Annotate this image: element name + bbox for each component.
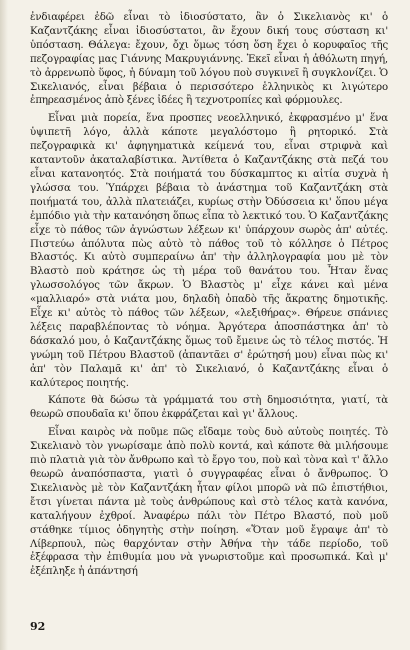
page-number: 92 xyxy=(30,620,46,633)
body-text xyxy=(30,11,388,579)
paragraph-2: Εἶναι μιὰ πορεία, ἕνα προσπες νεοελληνικό, ἐκφρασμένο μ' ἕνα ὑψιπετῆ λόγο, ἀλλὰ κάποτε μεγαλόστομο ἢ ρητορικό. Στὰ πεζογραφικὰ κι' ἀφηγηματικὰ κείμενά του, εἶναι στριφνὰ καὶ καταντοῦν ἀκαταλαβίστικα. Ἀντίθετα ὁ Καζαντζάκης στὰ πεζά του εἶναι κατανοητός. Στὰ ποιήματά του δύσκαμπτος κι αἰτία συχνὰ ἡ γλώσσα του. Ὑπάρχει βέβαια τὸ ἀνάστημα τοῦ Καζαντζάκη στὰ ποιήματά του, ἀλλὰ πλατειάζει, κυρίως στὴν Ὀδύσσεια κι' ὅπου μέγα ἐμπόδιο γιὰ τὴν κατανόηση ὅπως εἶπα τὸ λεκτικό του. Ὁ Καζαντζάκης εἶχε τὸ πάθος τῶν ἀγνώστων λέξεων κι' ὑπάρχουν σωρὸς ἀπ' αὐτές. Πιστεύω ἀπόλυτα πὼς αὐτὸ τὸ πάθος τοῦ τὸ κόλλησε ὁ Πέτρος Βλαστός. Κι αὐτὸ συμπεραίνω ἀπ' τὴν ἀλληλογραφία μου μὲ τὸν Βλαστὸ ποὺ κράτησε ὡς τὴ μέρα τοῦ θανάτου του. Ἦταν ἕνας γλωσσολόγος τῶν ἄκρων. Ὁ Βλαστὸς μ' εἶχε κάνει καὶ μένα «μαλλιαρό» στὰ νιάτα μου, δηλαδὴ ὀπαδὸ τῆς ἄκρατης δημοτικῆς. Εἶχε κι' αὐτὸς τὸ πάθος τῶν λέξεων, «λεξιθήρας». Θήρευε σπάνιες λέξεις παραβλέποντας τὸ νόημα. Ἀργότερα ἀποσπάστηκα ἀπ' τὸ δάσκαλό μου, ὁ Καζαντζάκης ὅμως τοῦ ἔμεινε ὡς τὸ τέλος πιστός. Ἡ γνώμη τοῦ Πέτρου Βλαστοῦ (ἀπαντᾶει σ' ἐρώτησή μου) εἶναι πὼς κι' ἀπ' τὸν Παλαμᾶ κι' ἀπ' τὸ Σικελιανό, ὁ Καζαντζάκης εἶναι ὁ καλύτερος ποιητής. xyxy=(30,113,388,389)
paragraph-1: ἐνδιαφέρει ἐδῶ εἶναι τὸ ἰδιοσύστατο, ἂν ὁ Σικελιανὸς κι' ὁ Καζαντζάκης εἶναι ἰδιοσύστατοι, ἂν ἔχουν δική τους σύσταση κι' ὑπόσταση. Θάλεγα: ἔχουν, ὄχι ὅμως τόση ὅση ἔχει ὁ κορυφαῖος τῆς πεζογραφίας μας Γιάννης Μακρυγιάννης. Ἐκεῖ εἶναι ἡ ἀθόλωτη πηγή, τὸ ἀρρενωπὸ ὕφος, ἡ δύναμη τοῦ λόγου ποὺ συγκινεῖ ἢ συγκλονίζει. Ὁ Σικελιανός, εἶναι βέβαια ὁ περισσότερο ἑλληνικὸς κι λιγώτερο ἐπηρεασμένος ἀπὸ ξένες ἰδέες ἢ τεχνοτροπίες καὶ φόρμουλες. xyxy=(30,12,388,107)
paragraph-4: Εἶναι καιρὸς νὰ ποῦμε πῶς εἴδαμε τοὺς δυὸ αὐτοὺς ποιητές. Τὸ Σικελιανὸ τὸν γνωρίσαμε ἀπὸ πολὺ κοντά, καὶ κάποτε θὰ μιλήσουμε πιὸ πλατιὰ γιὰ τὸν ἄνθρωπο καὶ τὸ ἔργο του, ποὺ καὶ τὸνα καὶ τ' ἄλλο θεωρῶ ἀναπόσπαστα, γιατὶ ὁ συγγραφέας εἶναι ὁ ἄνθρωπος. Ὁ Σικελιανὸς μὲ τὸν Καζαντζάκη ἦταν φίλοι μπορῶ νὰ πῶ ἐπιστήθιοι, ἔτσι γίνεται πάντα μὲ τοὺς ἀνθρώπους καὶ στὸ τέλος κατὰ κανόνα, καταλήγουν ἐχθροί. Ἀναφέρω πάλι τὸν Πέτρο Βλαστό, ποὺ μοῦ στάθηκε τίμιος ὁδηγητὴς στὴν ποίηση. «Ὅταν μοῦ ἔγραψε ἀπ' τὸ Λίβερπουλ, πὼς θαρχόνταν στὴν Ἀθήνα τὴν τάδε περίοδο, τοῦ ἐξέφρασα τὴν ἐπιθυμία μου νὰ γνωριστοῦμε καὶ προσωπικά. Καὶ μ' ἐξέπληξε ἡ ἀπάντησή xyxy=(30,427,388,578)
page-gutter-shadow xyxy=(0,0,8,650)
paragraph-3: Κάποτε θὰ δώσω τὰ γράμματά του στὴ δημοσιότητα, γιατί, τὰ θεωρῶ σπουδαῖα κι' ὅπου ἐκφράζεται καὶ γι' ἄλλους. xyxy=(30,395,388,421)
